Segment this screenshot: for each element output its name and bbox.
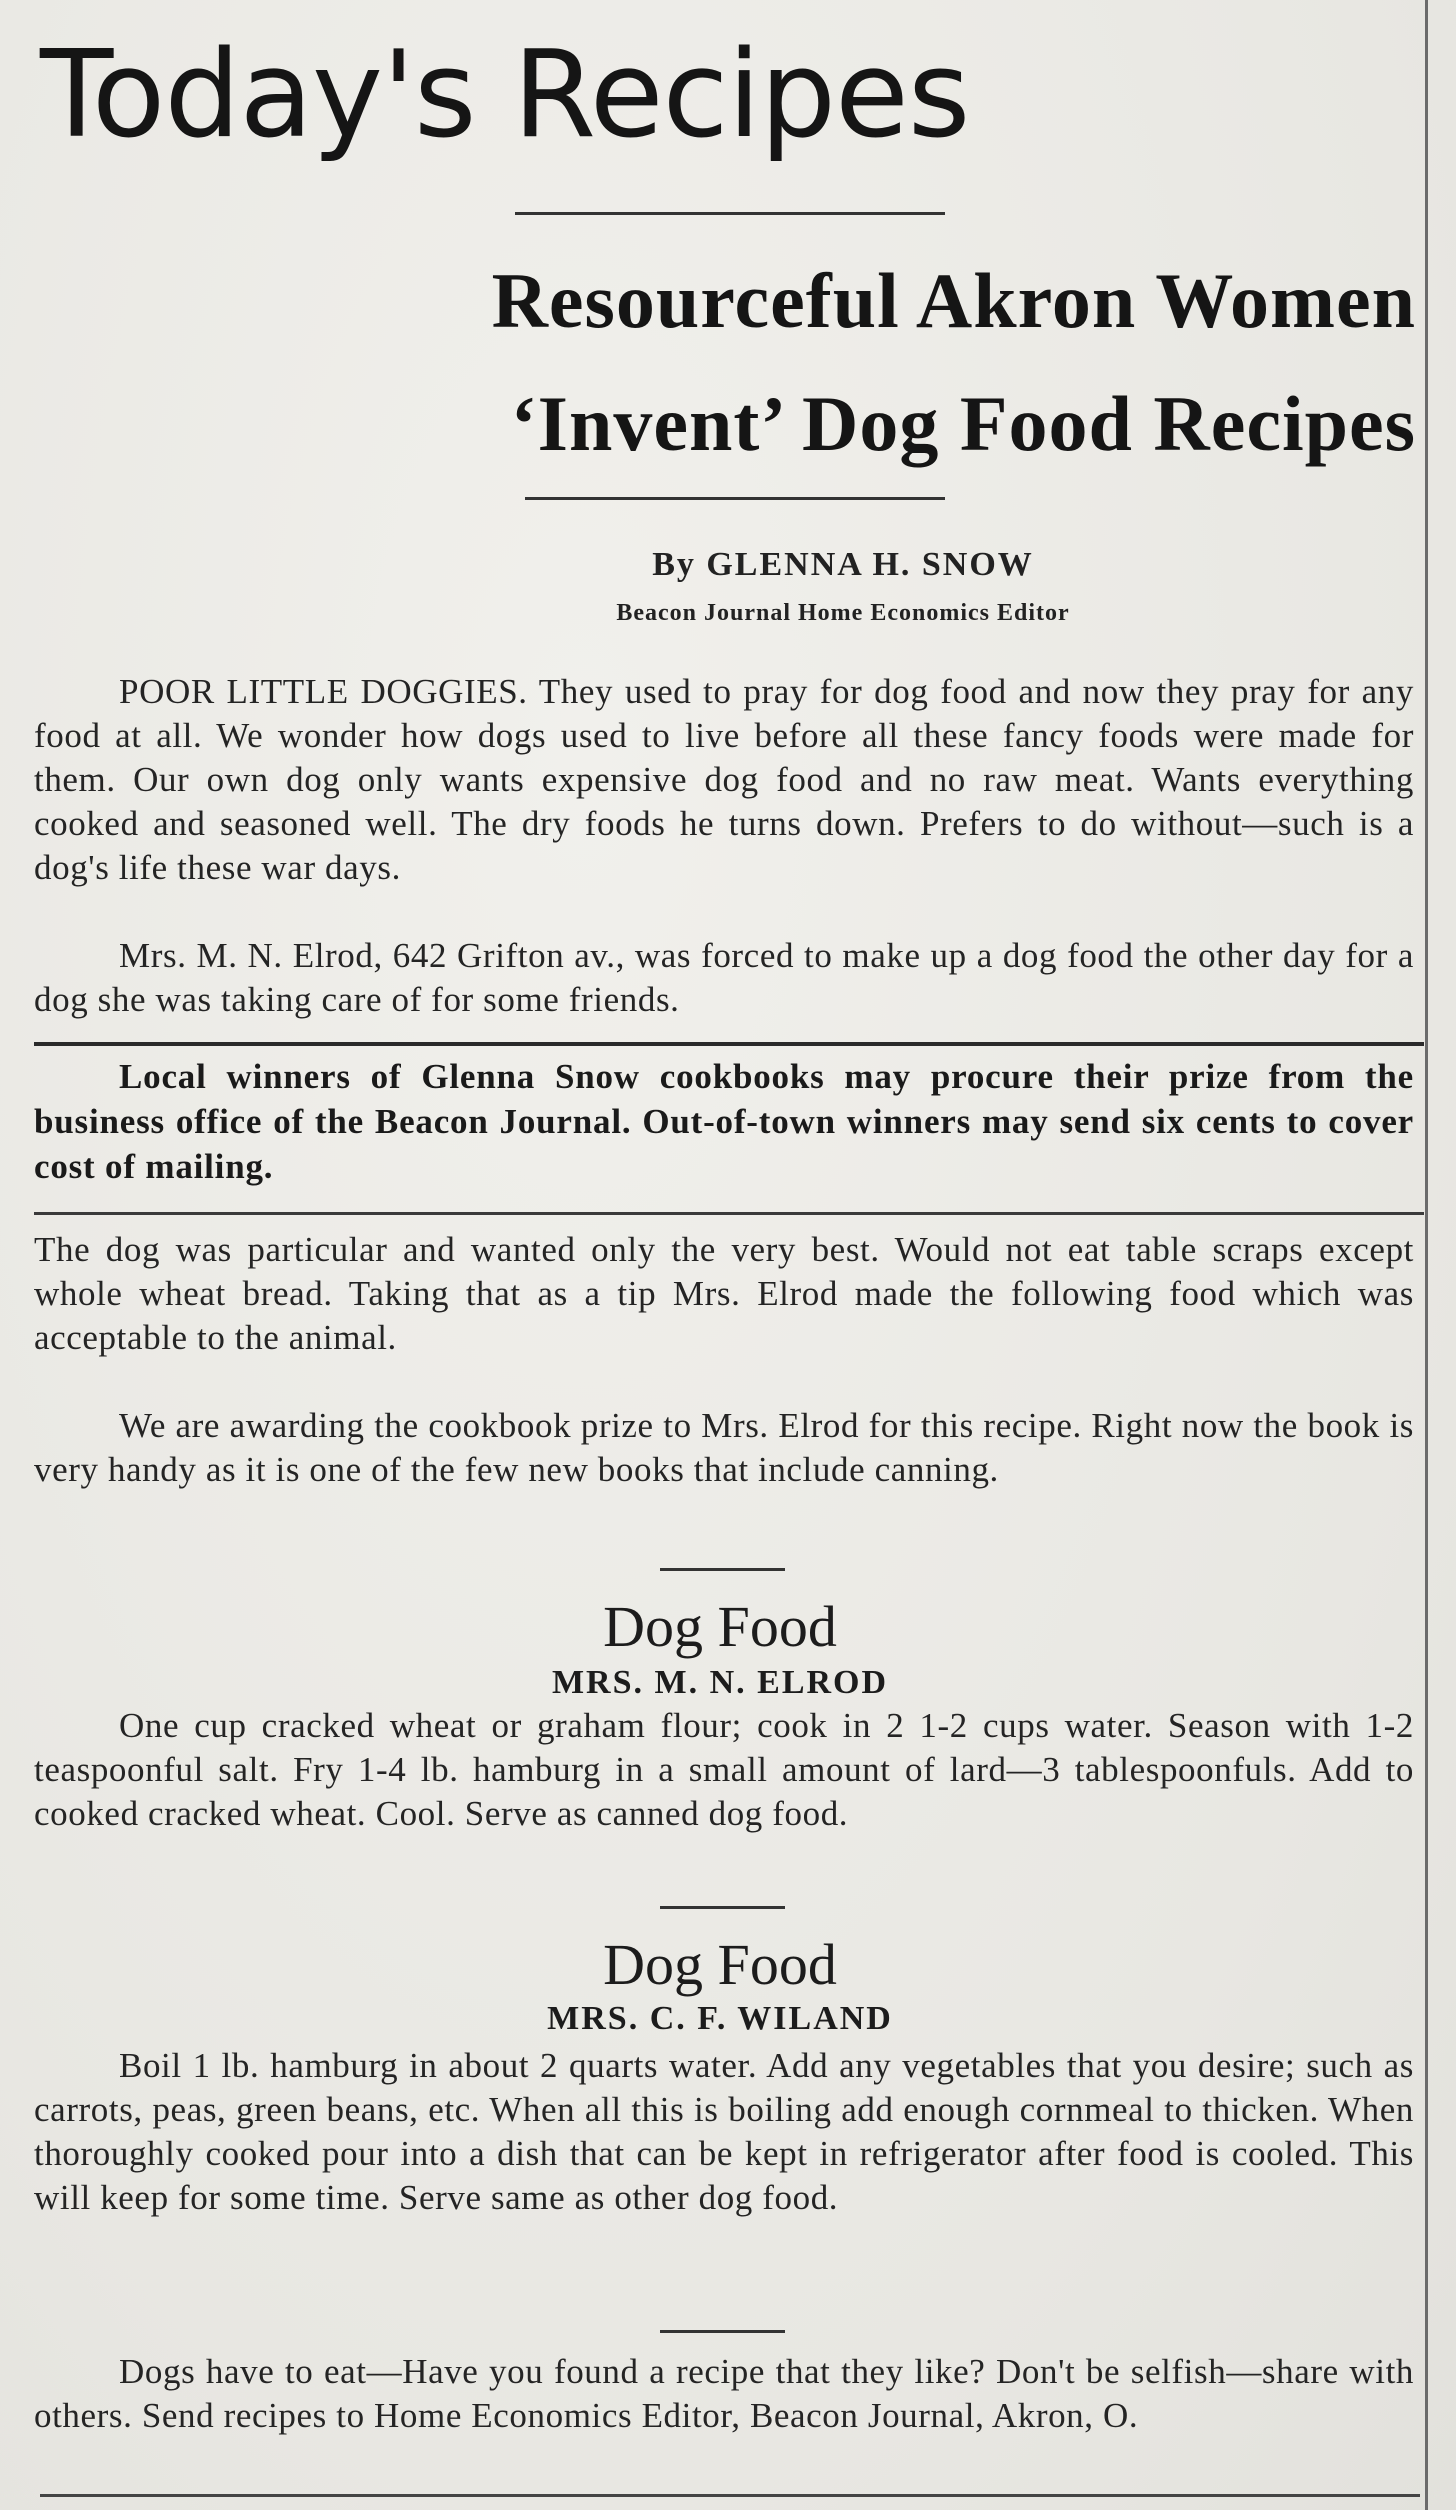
paragraph: The dog was particular and wanted only the very best. Would not eat table scraps except whole wheat bread. Taking that as a tip Mrs. Elrod made the following food which was acceptable to the animal. xyxy=(34,1230,1414,1357)
paragraph: We are awarding the cookbook prize to Mrs. Elrod for this recipe. Right now the book is very handy as it is one of the few new books that include canning. xyxy=(34,1406,1414,1489)
recipe-text: One cup cracked wheat or graham flour; cook in 2 1-2 cups water. Season with 1-2 teaspoonful salt. Fry 1-4 lb. hamburg in a small amount of lard—3 tablespoonfuls. Add to cooked cracked wheat. Cool. Serve as canned dog food. xyxy=(34,1706,1414,1833)
recipe-text: Boil 1 lb. hamburg in about 2 quarts water. Add any vegetables that you desire; such as carrots, peas, green beans, etc. When all this is boiling add enough cornmeal to thicken. When thoroughly cooked pour into a dish that can be kept in refrigerator after food is cooled. This will keep for some time. Serve same as other dog food. xyxy=(34,2046,1414,2217)
paragraph: Mrs. M. N. Elrod, 642 Grifton av., was forced to make up a dog food the other day for a dog she was taking care of for some friends. xyxy=(34,936,1414,1019)
divider-rule xyxy=(660,1906,785,1909)
recipe-author: MRS. C. F. WILAND xyxy=(547,2000,893,2037)
closing-paragraph: Dogs have to eat—Have you found a recipe that they like? Don't be selfish—share with others. Send recipes to Home Economics Editor, Beacon Journal, Akron, O. xyxy=(34,2352,1414,2435)
headline-line-1: Resourceful Akron Women xyxy=(491,257,1416,344)
byline: By GLENNA H. SNOW xyxy=(652,546,1034,583)
notice-bottom-rule xyxy=(34,1212,1424,1215)
divider-rule xyxy=(525,497,945,500)
section-title: Today's Recipes xyxy=(40,26,970,165)
notice-top-rule xyxy=(34,1042,1424,1046)
column-divider xyxy=(1425,0,1428,2510)
byline-title: Beacon Journal Home Economics Editor xyxy=(616,600,1070,626)
headline-line-2: ‘Invent’ Dog Food Recipes xyxy=(510,380,1416,467)
divider-rule xyxy=(660,1568,785,1571)
recipe-title: Dog Food xyxy=(603,1594,837,1659)
recipe-title: Dog Food xyxy=(603,1932,837,1997)
notice-box-text: Local winners of Glenna Snow cookbooks may procure their prize from the business office of the Beacon Journal. Out-of-town winners may send six cents to cover cost of mailing. xyxy=(34,1057,1414,1186)
divider-rule xyxy=(515,212,945,215)
recipe-author: MRS. M. N. ELROD xyxy=(551,1664,889,1701)
bottom-rule xyxy=(40,2494,1420,2497)
divider-rule xyxy=(660,2330,785,2333)
intro-paragraph: POOR LITTLE DOGGIES. They used to pray for dog food and now they pray for any food at all. We wonder how dogs used to live before all these fancy foods were made for them. Our own dog only wants expensive dog food and no raw meat. Wants everything cooked and seasoned well. The dry foods he turns down. Prefers to do without—such is a dog's life these war days. xyxy=(34,672,1414,887)
